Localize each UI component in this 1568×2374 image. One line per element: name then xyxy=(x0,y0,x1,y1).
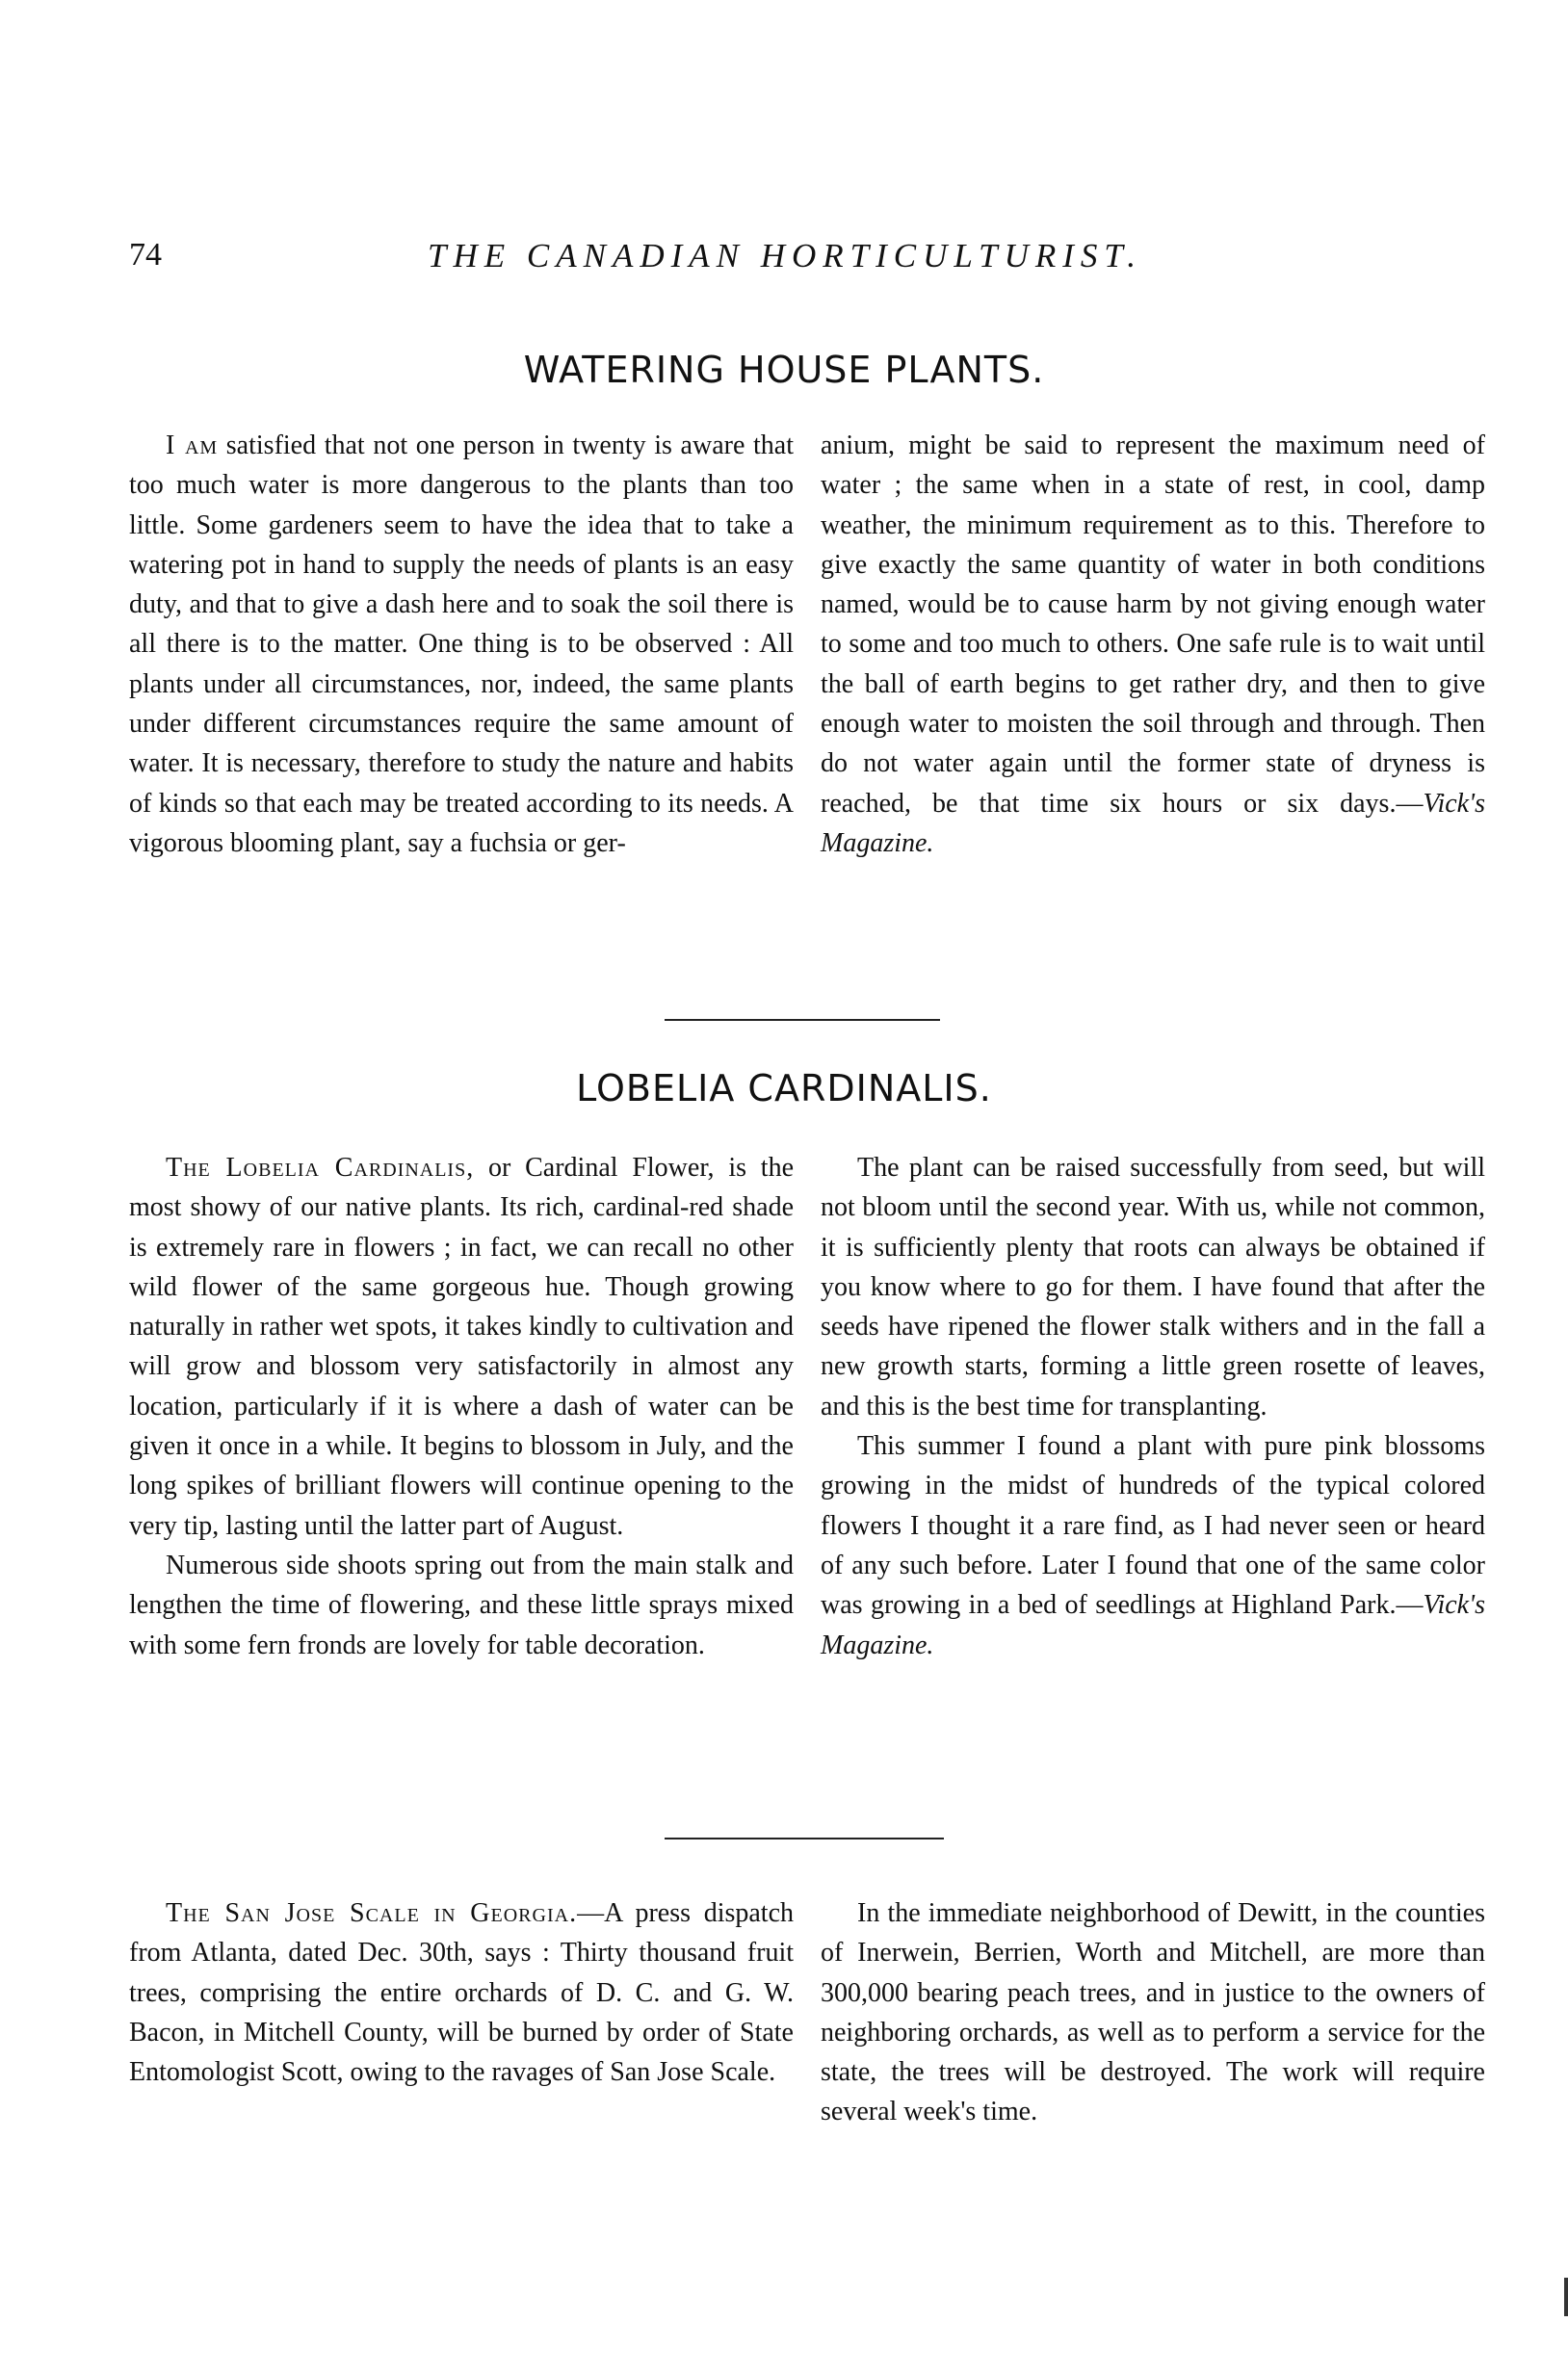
article-lobelia-left-column xyxy=(129,1148,794,1665)
section-divider xyxy=(665,1019,940,1021)
article-watering-right-column xyxy=(821,426,1485,863)
article-title-watering: WATERING HOUSE PLANTS. xyxy=(523,349,1045,391)
page-number: 74 xyxy=(129,237,162,273)
article-lobelia-paragraph: Numerous side shoots spring out from the main stalk and lengthen the time of flowering, and these little sprays mixed with some fern fronds are lovely for table decoration. xyxy=(129,1550,794,1660)
article-watering-left-column xyxy=(129,426,794,863)
paragraph-text: This summer I found a plant with pure pink blossoms growing in the midst of hundreds of the typical colored flowers I thought it a rare find, as I had never seen or heard of any such before. Later I found that one of the same color was growing in a bed of seedlings at Highland Park.— xyxy=(821,1431,1485,1621)
paragraph-text: or Cardinal Flower, is the most showy of our native plants. Its rich, cardinal-red shade is extremely rare in flowers ; in fact, we can recall no other wild flower of the same gorgeous hue. Though growing naturally in rather wet spots, it takes kindly to cultivation and will grow and blossom very satisfactorily in almost any location, particularly if it is where a dash of water can be given it once in a while. It begins to blossom in July, and the long spikes of brilliant flowers will continue opening to the very tip, lasting until the latter part of August. xyxy=(129,1153,794,1541)
section-divider xyxy=(665,1838,944,1839)
article-lobelia-paragraph xyxy=(129,1148,794,1546)
source-citation: Vick's Magazine. xyxy=(821,1590,1485,1660)
lead-in: The San Jose Scale in Georgia. xyxy=(166,1898,578,1928)
article-sanjose-paragraph xyxy=(129,1893,794,2092)
article-sanjose-paragraph: In the immediate neighborhood of Dewitt, in the counties of Inerwein, Berrien, Worth and Mitchell, are more than 300,000 bearing peach trees, and in justice to the owners of neighboring orchards, as well as to perform a service for the state, the trees will be destroyed. The work will require several week's time. xyxy=(821,1898,1485,2127)
lead-in: The Lobelia Cardinalis, xyxy=(166,1153,475,1183)
article-watering-paragraph-continued xyxy=(821,426,1485,863)
article-sanjose-left-column xyxy=(129,1893,794,2092)
page-edge-mark xyxy=(1564,2278,1568,2316)
article-sanjose-right-column xyxy=(821,1893,1485,2132)
paragraph-text: satisfied that not one person in twenty is aware that too much water is more dangerous to the plants than too little. Some gardeners seem to have the idea that to take a watering pot in hand to supply the needs of plants is an easy duty, and that to give a dash here and to soak the soil there is all there is to the matter. One thing is to be observed : All plants under all circumstances, nor, indeed, the same plants under different circumstances require the same amount of water. It is necessary, therefore to study the nature and habits of kinds so that each may be treated according to its needs. A vigorous blooming plant, say a fuchsia or ger- xyxy=(129,430,794,858)
article-lobelia-paragraph: The plant can be raised successfully from seed, but will not bloom until the second year. With us, while not common, it is sufficiently plenty that roots can always be obtained if you know where to go for them. I have found that after the seeds have ripened the flower stalk withers and in the fall a new growth starts, forming a little green rosette of leaves, and this is the best time for transplanting. xyxy=(821,1153,1485,1422)
running-title: THE CANADIAN HORTICULTURIST. xyxy=(428,237,1143,274)
source-citation: Vick's Magazine. xyxy=(821,788,1485,858)
article-watering-paragraph xyxy=(129,426,794,863)
article-title-lobelia: LOBELIA CARDINALIS. xyxy=(576,1067,992,1109)
paragraph-text: anium, might be said to represent the maximum need of water ; the same when in a state of rest, in cool, damp weather, the minimum requirement as to this. Therefore to give exactly the same quantity of water in both conditions named, would be to cause harm by not giving enough water to some and too much to others. One safe rule is to wait until the ball of earth begins to get rather dry, and then to give enough water to moisten the soil through and through. Then do not water again until the former state of dryness is reached, be that time six hours or six days.— xyxy=(821,430,1485,819)
page-header xyxy=(129,237,1477,285)
lead-in: I am xyxy=(166,430,219,460)
paragraph-text: —A press dispatch from Atlanta, dated Dec. 30th, says : Thirty thousand fruit trees, comprising the entire orchards of D. C. and G. W. Bacon, in Mitchell County, will be burned by order of State Entomologist Scott, owing to the ravages of San Jose Scale. xyxy=(129,1898,795,2088)
article-lobelia-right-column xyxy=(821,1148,1485,1665)
article-lobelia-paragraph xyxy=(821,1426,1485,1665)
